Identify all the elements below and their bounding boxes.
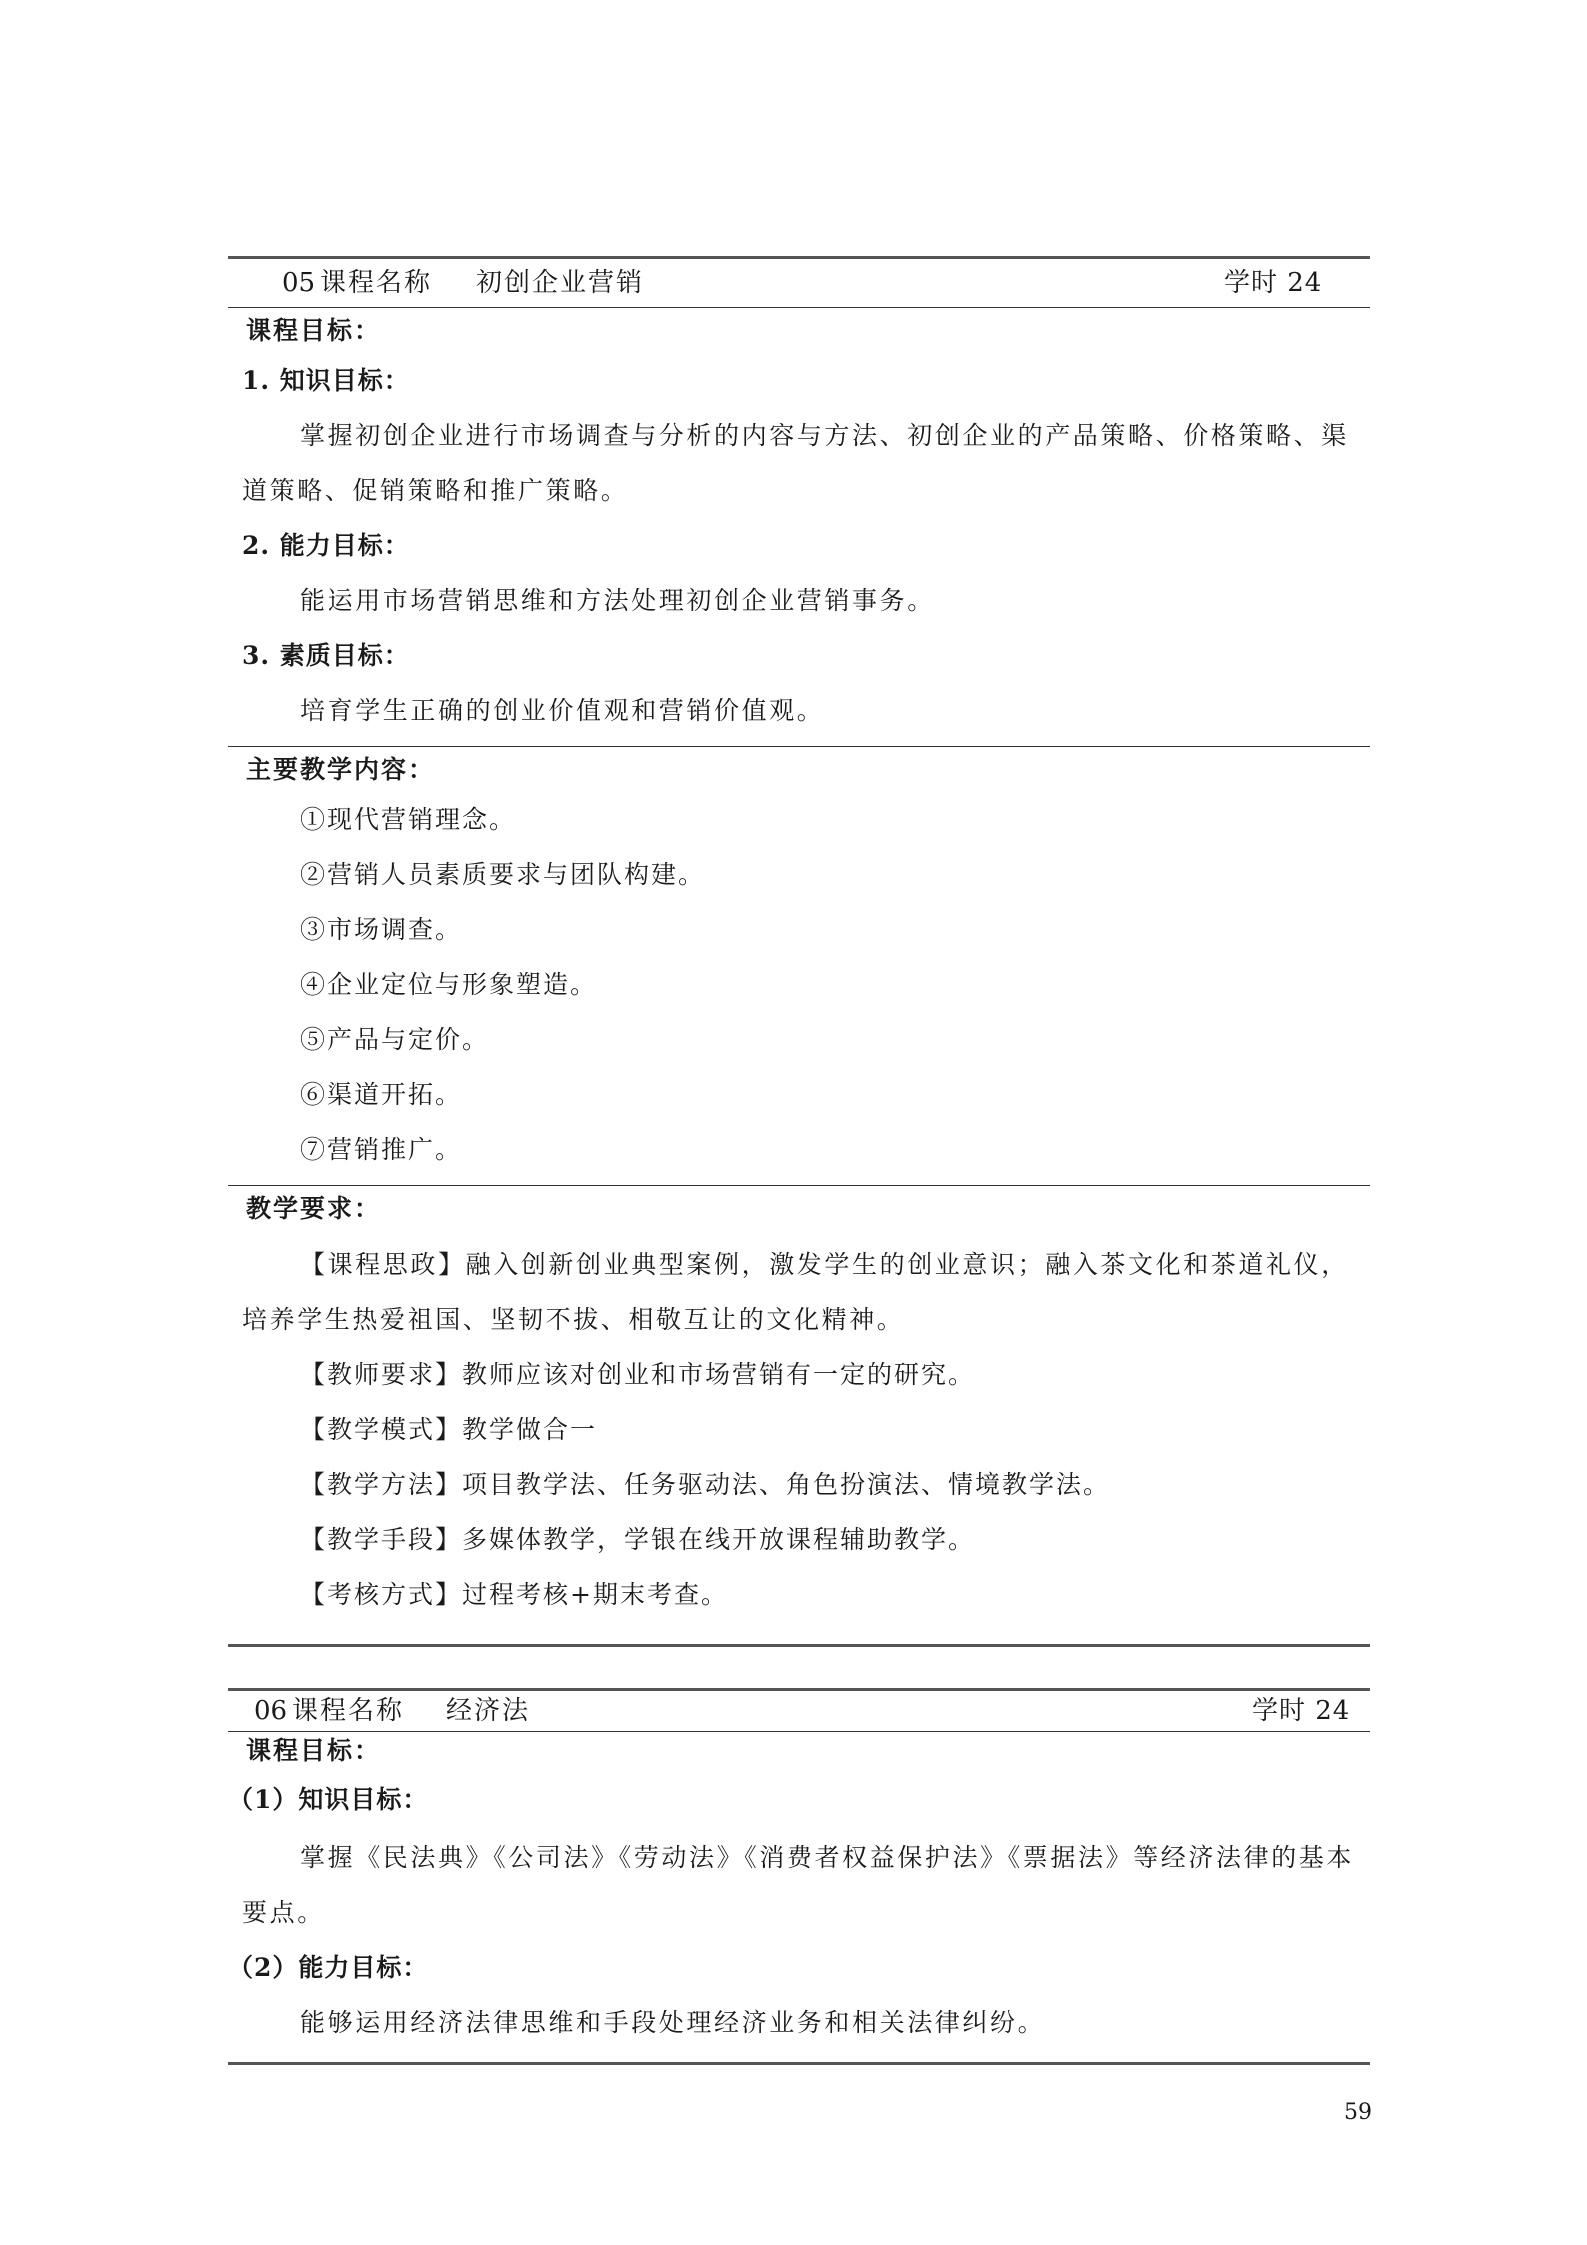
content-title: 主要教学内容： (246, 755, 436, 784)
page-number: 59 (1344, 2100, 1372, 2125)
bottom-rule (228, 2062, 1370, 2065)
objectives-title: 课程目标： (246, 1736, 382, 1765)
knowledge-objective-title: 1. 知识目标： (242, 366, 410, 395)
content-item: ⑦营销推广。 (300, 1135, 463, 1164)
course-name-label: 课程名称 (292, 1696, 405, 1726)
course-number: 05 (282, 268, 316, 298)
knowledge-objective-title: （1）知识目标： (228, 1785, 429, 1814)
bottom-rule (228, 1644, 1370, 1647)
requirement-item: 【考核方式】过程考核+期末考查。 (300, 1580, 728, 1609)
requirement-item: 【教学方法】项目教学法、任务驱动法、角色扮演法、情境教学法。 (300, 1470, 1111, 1499)
content-item: ②营销人员素质要求与团队构建。 (300, 860, 706, 889)
course-block-06 (228, 1688, 1370, 2065)
ability-objective-title: （2）能力目标： (228, 1953, 429, 1982)
requirement-item: 【教学模式】教学做合一 (300, 1415, 598, 1444)
ability-objective-text: 能够运用经济法律思维和手段处理经济业务和相关法律纠纷。 (300, 2008, 1046, 2037)
course-name: 初创企业营销 (476, 268, 645, 298)
requirement-item: 【教学手段】多媒体教学，学银在线开放课程辅助教学。 (300, 1525, 976, 1554)
content-item: ③市场调查。 (300, 915, 463, 944)
course-block-05 (228, 256, 1370, 1647)
course-name-label: 课程名称 (320, 268, 433, 298)
requirement-item: 【教师要求】教师应该对创业和市场营销有一定的研究。 (300, 1360, 976, 1389)
ability-objective-text: 能运用市场营销思维和方法处理初创企业营销事务。 (300, 586, 935, 615)
knowledge-objective-text: 掌握初创企业进行市场调查与分析的内容与方法、初创企业的产品策略、价格策略、渠道策略、促销策略和推广策略。 (242, 421, 1349, 505)
ability-objective-title: 2. 能力目标： (242, 531, 410, 560)
course-number: 06 (254, 1696, 288, 1726)
course-header (228, 259, 1370, 307)
content-item: ④企业定位与形象塑造。 (300, 970, 598, 999)
requirement-item: 【课程思政】融入创新创业典型案例，激发学生的创业意识；融入茶文化和茶道礼仪，培养学生热爱祖国、坚韧不拔、相敬互让的文化精神。 (242, 1250, 1349, 1334)
requirements-title: 教学要求： (246, 1194, 382, 1223)
quality-objective-text: 培育学生正确的创业价值观和营销价值观。 (300, 696, 825, 725)
knowledge-objective-text: 掌握《民法典》《公司法》《劳动法》《消费者权益保护法》《票据法》等经济法律的基本要点。 (242, 1843, 1355, 1927)
course-hours: 学时 24 (1224, 268, 1323, 298)
content-item: ⑤产品与定价。 (300, 1025, 490, 1054)
content-item: ⑥渠道开拓。 (300, 1080, 463, 1109)
objectives-title: 课程目标： (246, 316, 382, 345)
course-name: 经济法 (446, 1696, 531, 1726)
quality-objective-title: 3. 素质目标： (242, 641, 410, 670)
course-hours: 学时 24 (1252, 1696, 1351, 1726)
course-header (228, 1691, 1370, 1731)
content-item: ①现代营销理念。 (300, 805, 517, 834)
